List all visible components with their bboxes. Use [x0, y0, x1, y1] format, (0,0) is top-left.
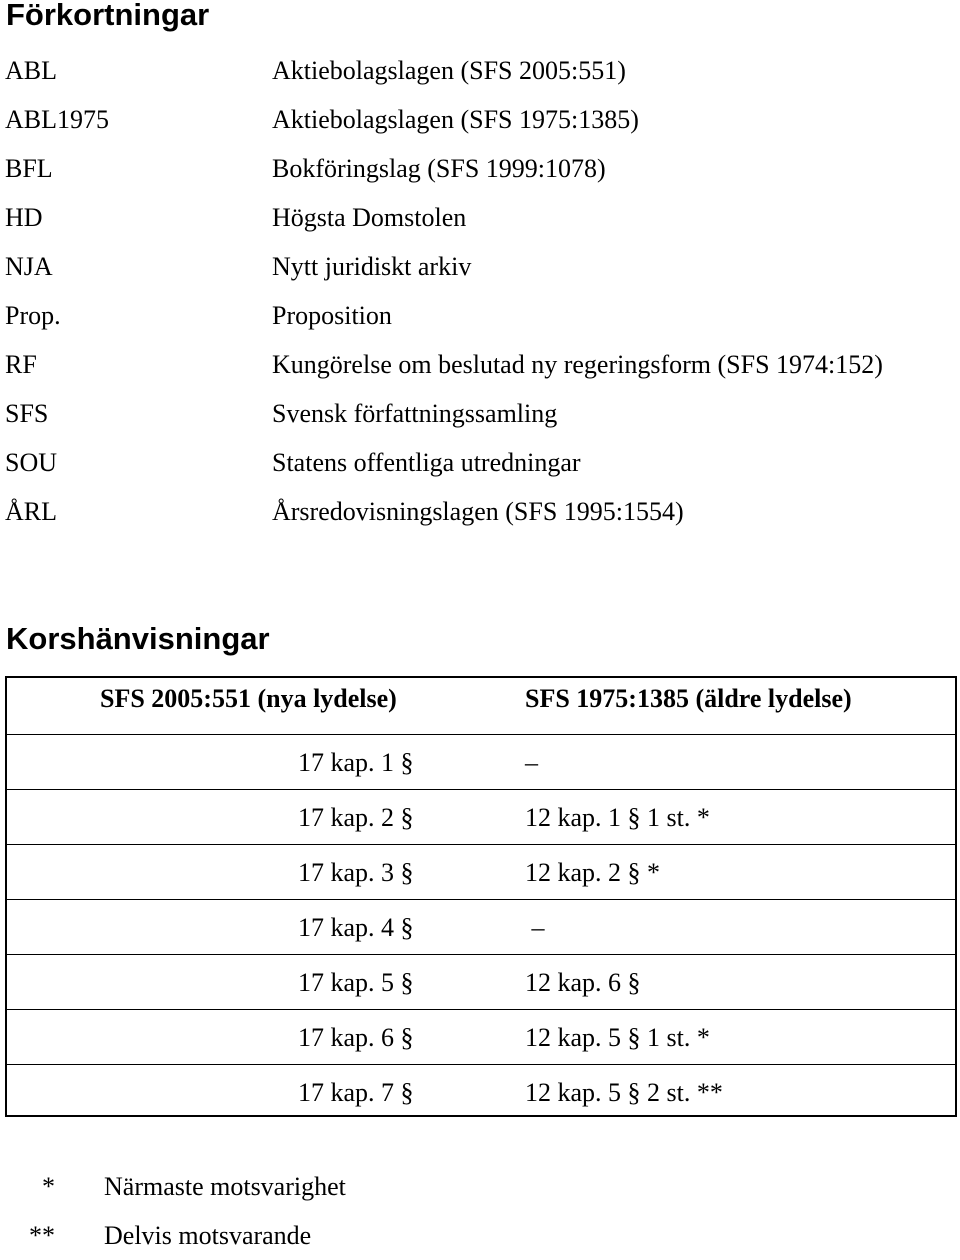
legend-symbol: *	[42, 1172, 55, 1201]
table-row	[7, 845, 955, 900]
table-row	[7, 735, 955, 790]
table-row	[7, 900, 955, 955]
abbreviation-meaning: Proposition	[272, 301, 392, 330]
abbreviation-row	[0, 389, 960, 438]
abbreviation-meaning: Aktiebolagslagen (SFS 2005:551)	[272, 56, 626, 85]
abbreviation-meaning: Statens offentliga utredningar	[272, 448, 581, 477]
abbreviation-row	[0, 144, 960, 193]
abbreviation-row	[0, 487, 960, 536]
old-provision-cell: 12 kap. 2 § *	[525, 858, 661, 887]
table-row	[7, 790, 955, 845]
abbreviation-row	[0, 46, 960, 95]
footnote-legend	[0, 1162, 960, 1260]
abbreviations-heading: Förkortningar	[6, 0, 210, 32]
abbreviation-key: RF	[5, 350, 37, 379]
abbreviations-list	[0, 46, 960, 536]
abbreviation-key: ABL	[5, 56, 57, 85]
cross-references-heading: Korshänvisningar	[6, 621, 270, 656]
legend-symbol: **	[29, 1221, 55, 1250]
table-header-row	[7, 678, 955, 735]
abbreviation-row	[0, 291, 960, 340]
abbreviation-row	[0, 242, 960, 291]
abbreviation-row	[0, 438, 960, 487]
abbreviation-meaning: Bokföringslag (SFS 1999:1078)	[272, 154, 606, 183]
abbreviation-row	[0, 340, 960, 389]
old-provision-cell: 12 kap. 1 § 1 st. *	[525, 803, 710, 832]
new-provision-cell: 17 kap. 5 §	[298, 968, 414, 997]
new-provision-cell: 17 kap. 3 §	[298, 858, 414, 887]
abbreviation-meaning: Nytt juridiskt arkiv	[272, 252, 472, 281]
table-row	[7, 1065, 955, 1120]
old-provision-cell: 12 kap. 6 §	[525, 968, 641, 997]
legend-text: Delvis motsvarande	[104, 1221, 312, 1250]
new-provision-cell: 17 kap. 2 §	[298, 803, 414, 832]
new-provision-cell: 17 kap. 7 §	[298, 1078, 414, 1107]
abbreviation-meaning: Kungörelse om beslutad ny regeringsform (SFS 1974:152)	[272, 350, 883, 379]
legend-text: Närmaste motsvarighet	[104, 1172, 346, 1201]
new-provision-cell: 17 kap. 1 §	[298, 748, 414, 777]
abbreviation-meaning: Årsredovisningslagen (SFS 1995:1554)	[272, 497, 684, 526]
old-provision-cell: –	[525, 748, 538, 777]
old-provision-cell: 12 kap. 5 § 2 st. **	[525, 1078, 723, 1107]
abbreviation-key: HD	[5, 203, 43, 232]
abbreviation-key: SOU	[5, 448, 58, 477]
abbreviation-key: NJA	[5, 252, 53, 281]
legend-item	[0, 1211, 960, 1260]
cross-reference-table	[5, 676, 957, 1117]
abbreviation-key: BFL	[5, 154, 53, 183]
new-provision-cell: 17 kap. 4 §	[298, 913, 414, 942]
old-provision-cell: –	[525, 913, 545, 942]
column-header-old: SFS 1975:1385 (äldre lydelse)	[525, 684, 852, 713]
abbreviation-meaning: Svensk författningssamling	[272, 399, 558, 428]
old-provision-cell: 12 kap. 5 § 1 st. *	[525, 1023, 710, 1052]
abbreviation-meaning: Högsta Domstolen	[272, 203, 467, 232]
new-provision-cell: 17 kap. 6 §	[298, 1023, 414, 1052]
table-row	[7, 1010, 955, 1065]
abbreviation-key: ÅRL	[5, 497, 57, 526]
abbreviation-key: ABL1975	[5, 105, 109, 134]
legend-item	[0, 1162, 960, 1211]
abbreviation-row	[0, 193, 960, 242]
abbreviation-meaning: Aktiebolagslagen (SFS 1975:1385)	[272, 105, 639, 134]
column-header-new: SFS 2005:551 (nya lydelse)	[100, 684, 397, 713]
table-row	[7, 955, 955, 1010]
abbreviation-row	[0, 95, 960, 144]
abbreviation-key: Prop.	[5, 301, 61, 330]
abbreviation-key: SFS	[5, 399, 49, 428]
